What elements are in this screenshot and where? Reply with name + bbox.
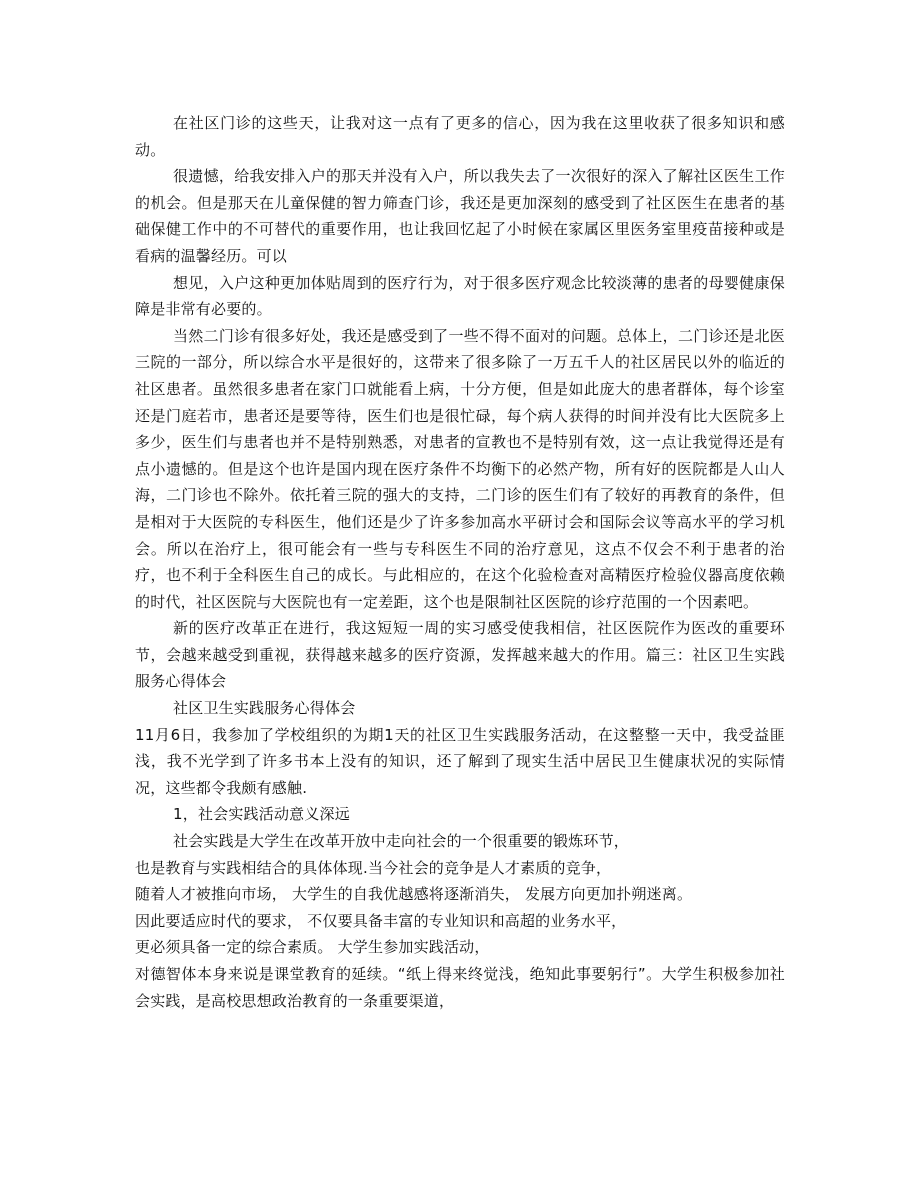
paragraph: 很遗憾，给我安排入户的那天并没有入户，所以我失去了一次很好的深入了解社区医生工作的机会。但是那天在儿童保健的智力筛查门诊，我还是更加深刻的感受到了社区医生在患者的基础保健工作中的不可替代的重要作用，也让我回忆起了小时候在家属区里医务室里疫苗接种或是看病的温馨经历。可以 <box>135 167 785 265</box>
paragraph: 想见，入户这种更加体贴周到的医疗行为，对于很多医疗观念比较淡薄的患者的母婴健康保障是非常有必要的。 <box>135 273 785 319</box>
list-heading: 1，社会实践活动意义深远 <box>173 805 350 824</box>
paragraph: 随着人才被推向市场， 大学生的自我优越感将逐渐消失， 发展方向更加扑朔迷离。 <box>135 885 693 904</box>
paragraph: 因此要适应时代的要求， 不仅要具备丰富的专业知识和高超的业务水平， <box>135 911 627 930</box>
section-title: 社区卫生实践服务心得体会 <box>173 699 356 718</box>
watermark-overlay <box>300 545 620 585</box>
paragraph: 当然二门诊有很多好处，我还是感受到了一些不得不面对的问题。总体上，二门诊还是北医三院的一部分，所以综合水平是很好的，这带来了很多除了一万五千人的社区居民以外的临近的社区患者。虽然很多患者在家门口就能看上病，十分方便，但是如此庞大的患者群体，每个诊室还是门庭若市，患者还是要等待，医生们也是很忙碌，每个病人获得的时间并没有比大医院多上多少，医生们与患者也并不是特别熟悉，对患者的宣教也不是特别有效，这一点让我觉得还是有点小遗憾的。但是这个也许是国内现在医疗条件不均衡下的必然产物，所有好的医院都是人山人海，二门诊也不除外。依托着三院的强大的支持，二门诊的医生们有了较好的再教育的条件，但是相对于大医院的专科医生，他们还是少了许多参加高水平研讨会和国际会议等高水平的学习机会。所以在治疗上，很可能会有一些与专科医生不同的治疗意见，这点不仅会不利于患者的治疗，也不利于全科医生自己的成长。与此相应的，在这个化验检查对高精医疗检验仪器高度依赖的时代，社区医院与大医院也有一定差距，这个也是限制社区医院的诊疗范围的一个因素吧。 <box>135 326 785 611</box>
paragraph: 新的医疗改革正在进行，我这短短一周的实习感受使我相信，社区医院作为医改的重要环节，会越来越受到重视，获得越来越多的医疗资源，发挥越来越大的作用。篇三：社区卫生实践服务心得体会 <box>135 619 785 691</box>
paragraph: 11月6日，我参加了学校组织的为期1天的社区卫生实践服务活动，在这整整一天中，我受益匪浅，我不光学到了许多书本上没有的知识，还了解到了现实生活中居民卫生健康状况的实际情况，这些都令我颇有感触. <box>135 725 785 797</box>
paragraph: 对德智体本身来说是课堂教育的延续。“纸上得来终觉浅，绝知此事要躬行”。大学生积极参加社会实践，是高校思想政治教育的一条重要渠道， <box>135 965 785 1010</box>
paragraph: 更必须具备一定的综合素质。 大学生参加实践活动， <box>135 938 490 957</box>
paragraph: 也是教育与实践相结合的具体体现.当今社会的竞争是人才素质的竞争， <box>135 858 612 877</box>
paragraph: 社会实践是大学生在改革开放中走向社会的一个很重要的锻炼环节， <box>173 832 630 851</box>
paragraph: 在社区门诊的这些天，让我对这一点有了更多的信心，因为我在这里收获了很多知识和感动。 <box>135 114 785 159</box>
